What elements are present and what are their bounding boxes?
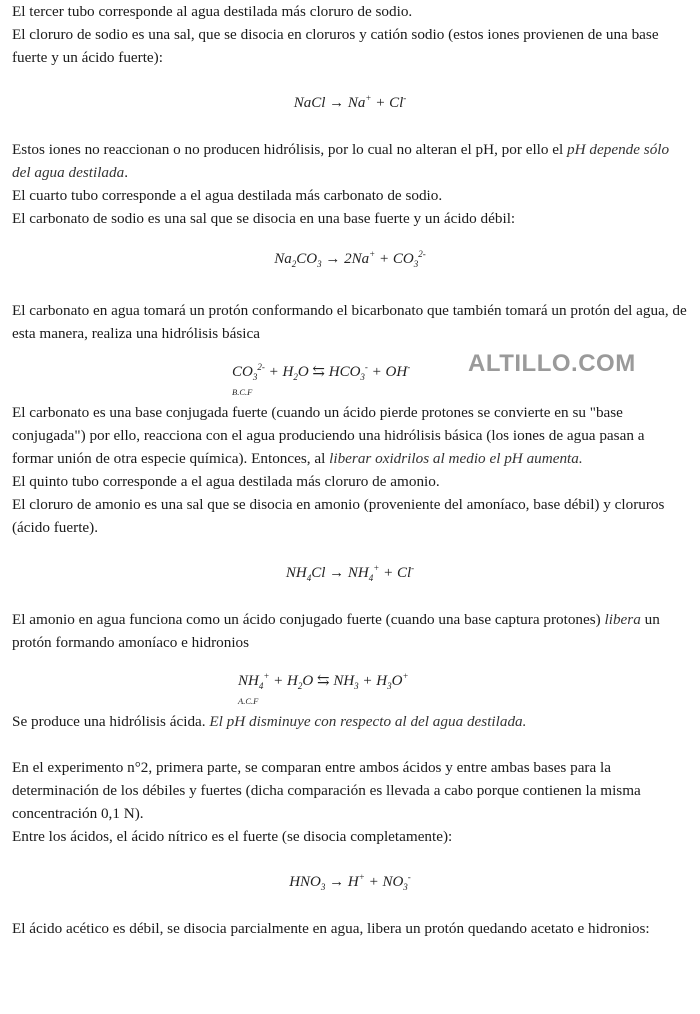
paragraph-acid-hydrolysis: Se produce una hidrólisis ácida. El pH disminuye con respecto al del agua destilada.: [12, 713, 527, 730]
equation-na2co3: $Na_2CO_3 \to 2Na^+ + CO_3^{2-}$: [274, 249, 426, 269]
paragraph-conjugate-base: El carbonato es una base conjugada fuerte (cuando un ácido pierde protones se convierte en su "base conjugada") por ello, reacciona con el agua produciendo una hidrólisis básica (los iones de agua pasan a formar unión de otra especie química). Entonces, al liberar oxidrilos al medio el pH aumenta.: [12, 404, 645, 467]
paragraph-sodium-chloride: El cloruro de sodio es una sal, que se disocia en cloruros y catión sodio (estos iones provienen de una base fuerte y un ácido fuerte):: [12, 26, 659, 66]
label-acf: A.C.F: [238, 696, 259, 706]
paragraph-strong-acid: Entre los ácidos, el ácido nítrico es el fuerte (se disocia completamente):: [12, 828, 453, 845]
paragraph-ammonium-water: El amonio en agua funciona como un ácido conjugado fuerte (cuando una base captura protones) libera un protón formando amoníaco e hidronios: [12, 611, 660, 651]
equation-nacl: NaCl → Na+ + Cl-: [293, 93, 407, 111]
equation-carbonate-hydrolysis: $CO_3^{2-} + H_2O$ ⇆ $HCO_3^- + OH^-$ B.C.F: [12, 361, 688, 401]
paragraph-fifth-tube: El quinto tubo corresponde a el agua destilada más cloruro de amonio.: [12, 473, 440, 490]
equation-nh4cl: $NH_4Cl \to NH_4^+ + Cl^-$: [285, 563, 415, 583]
paragraph-carbonate-water: El carbonato en agua tomará un protón conformando el bicarbonato que también tomará un protón del agua, de esta manera, realiza una hidrólisis básica: [12, 302, 687, 342]
paragraph-ammonium-chloride: El cloruro de amonio es una sal que se disocia en amonio (proveniente del amoníaco, base débil) y cloruros (ácido fuerte).: [12, 496, 665, 536]
equation-ammonium-hydrolysis: $NH_4^+ + H_2O$ ⇆ $NH_3 + H_3O^+$ A.C.F: [12, 670, 688, 710]
paragraph-sodium-carbonate: El carbonato de sodio es una sal que se disocia en una base fuerte y un ácido débil:: [12, 210, 516, 227]
paragraph-experiment-2: En el experimento n°2, primera parte, se comparan entre ambos ácidos y entre ambas bases para la determinación de los débiles y fuertes (dicha comparación es llevada a cabo porque contienen la misma concentración 0,1 N).: [12, 759, 641, 822]
paragraph-acetic-acid: El ácido acético es débil, se disocia parcialmente en agua, libera un protón quedando acetato e hidronios:: [12, 920, 650, 937]
document-page: [12, 0, 688, 940]
equation-hno3: $HNO_3 \to H^+ + NO_3^-$: [289, 872, 411, 892]
watermark-logo: ALTILLO.COM: [468, 350, 636, 377]
label-bcf: B.C.F: [232, 387, 253, 397]
paragraph-fourth-tube: El cuarto tubo corresponde a el agua destilada más carbonato de sodio.: [12, 187, 443, 204]
paragraph-no-hydrolysis: Estos iones no reaccionan o no producen hidrólisis, por lo cual no alteran el pH, por ello el pH depende sólo del agua destilada.: [12, 141, 670, 181]
paragraph-third-tube: El tercer tubo corresponde al agua destilada más cloruro de sodio.: [12, 3, 413, 20]
